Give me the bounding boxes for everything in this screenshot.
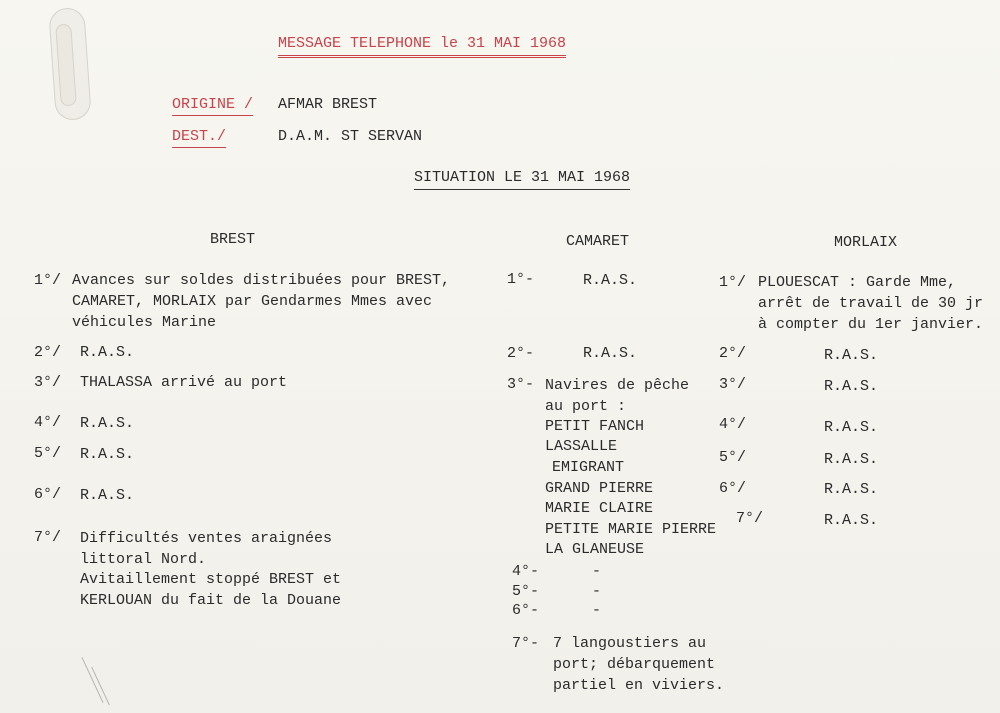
camaret-item-7-line-1: 7 langoustiers au xyxy=(553,635,707,652)
camaret-vessel-6: PETITE MARIE PIERRE xyxy=(545,521,717,538)
camaret-item-3-line-1: Navires de pêche xyxy=(545,377,690,394)
morlaix-item-1-line-1: PLOUESCAT : Garde Mme, xyxy=(758,274,957,291)
morlaix-item-3-num: 3°/ xyxy=(719,376,747,393)
column-heading-camaret: CAMARET xyxy=(566,233,630,250)
dest-value: D.A.M. ST SERVAN xyxy=(278,128,423,145)
brest-item-4-text: R.A.S. xyxy=(80,415,135,432)
morlaix-item-4-text: R.A.S. xyxy=(824,419,879,436)
column-heading-brest: BREST xyxy=(210,231,256,248)
camaret-item-2-num: 2°- xyxy=(507,345,535,362)
morlaix-item-6-num: 6°/ xyxy=(719,480,747,497)
brest-item-5-num: 5°/ xyxy=(34,445,62,462)
camaret-item-4-text: - xyxy=(592,563,602,580)
brest-item-7-line-4: KERLOUAN du fait de la Douane xyxy=(80,592,342,609)
camaret-vessel-4: GRAND PIERRE xyxy=(545,480,654,497)
brest-item-7-line-3: Avitaillement stoppé BREST et xyxy=(80,571,342,588)
brest-item-1-line-1: Avances sur soldes distribuées pour BREST, xyxy=(72,272,451,289)
brest-item-2-num: 2°/ xyxy=(34,344,62,361)
morlaix-item-3-text: R.A.S. xyxy=(824,378,879,395)
camaret-vessel-5: MARIE CLAIRE xyxy=(545,500,654,517)
morlaix-item-7-text: R.A.S. xyxy=(824,512,879,529)
camaret-item-4-num: 4°- xyxy=(512,563,540,580)
brest-item-1-line-2: CAMARET, MORLAIX par Gendarmes Mmes avec xyxy=(72,293,433,310)
message-title: MESSAGE TELEPHONE le 31 MAI 1968 xyxy=(278,34,566,58)
brest-item-1-num: 1°/ xyxy=(34,272,62,289)
camaret-vessel-7: LA GLANEUSE xyxy=(545,541,645,558)
camaret-item-7-num: 7°- xyxy=(512,635,540,652)
camaret-item-7-line-2: port; débarquement xyxy=(553,656,716,673)
camaret-item-1-text: R.A.S. xyxy=(583,272,638,289)
brest-item-6-text: R.A.S. xyxy=(80,487,135,504)
morlaix-item-1-line-3: à compter du 1er janvier. xyxy=(758,316,984,333)
brest-item-3-text: THALASSA arrivé au port xyxy=(80,374,288,391)
morlaix-item-1-line-2: arrêt de travail de 30 jr xyxy=(758,295,984,312)
camaret-item-2-text: R.A.S. xyxy=(583,345,638,362)
camaret-item-6-num: 6°- xyxy=(512,602,540,619)
camaret-item-7-line-3: partiel en viviers. xyxy=(553,677,725,694)
brest-item-7-line-2: littoral Nord. xyxy=(80,551,207,568)
camaret-item-5-num: 5°- xyxy=(512,583,540,600)
morlaix-item-4-num: 4°/ xyxy=(719,416,747,433)
brest-item-4-num: 4°/ xyxy=(34,414,62,431)
camaret-item-1-num: 1°- xyxy=(507,271,535,288)
dest-label: DEST./ xyxy=(172,127,226,148)
brest-item-7-line-1: Difficultés ventes araignées xyxy=(80,530,333,547)
brest-item-5-text: R.A.S. xyxy=(80,446,135,463)
camaret-item-5-text: - xyxy=(592,583,602,600)
brest-item-3-num: 3°/ xyxy=(34,374,62,391)
column-heading-morlaix: MORLAIX xyxy=(834,234,898,251)
brest-item-1-line-3: véhicules Marine xyxy=(72,314,217,331)
morlaix-item-2-text: R.A.S. xyxy=(824,347,879,364)
camaret-item-6-text: - xyxy=(592,602,602,619)
morlaix-item-6-text: R.A.S. xyxy=(824,481,879,498)
origine-label: ORIGINE / xyxy=(172,95,253,116)
morlaix-item-2-num: 2°/ xyxy=(719,345,747,362)
morlaix-item-5-num: 5°/ xyxy=(719,449,747,466)
morlaix-item-5-text: R.A.S. xyxy=(824,451,879,468)
camaret-vessel-1: PETIT FANCH xyxy=(545,418,645,435)
morlaix-item-1-num: 1°/ xyxy=(719,274,747,291)
brest-item-7-num: 7°/ xyxy=(34,529,62,546)
morlaix-item-7-num: 7°/ xyxy=(736,510,764,527)
paper-scratch xyxy=(81,657,103,703)
origine-value: AFMAR BREST xyxy=(278,96,378,113)
camaret-item-3-line-2: au port : xyxy=(545,398,627,415)
brest-item-6-num: 6°/ xyxy=(34,486,62,503)
brest-item-2-text: R.A.S. xyxy=(80,344,135,361)
camaret-vessel-2: LASSALLE xyxy=(545,438,618,455)
camaret-vessel-3: EMIGRANT xyxy=(552,459,625,476)
camaret-item-3-num: 3°- xyxy=(507,376,535,393)
situation-heading: SITUATION LE 31 MAI 1968 xyxy=(414,168,630,190)
